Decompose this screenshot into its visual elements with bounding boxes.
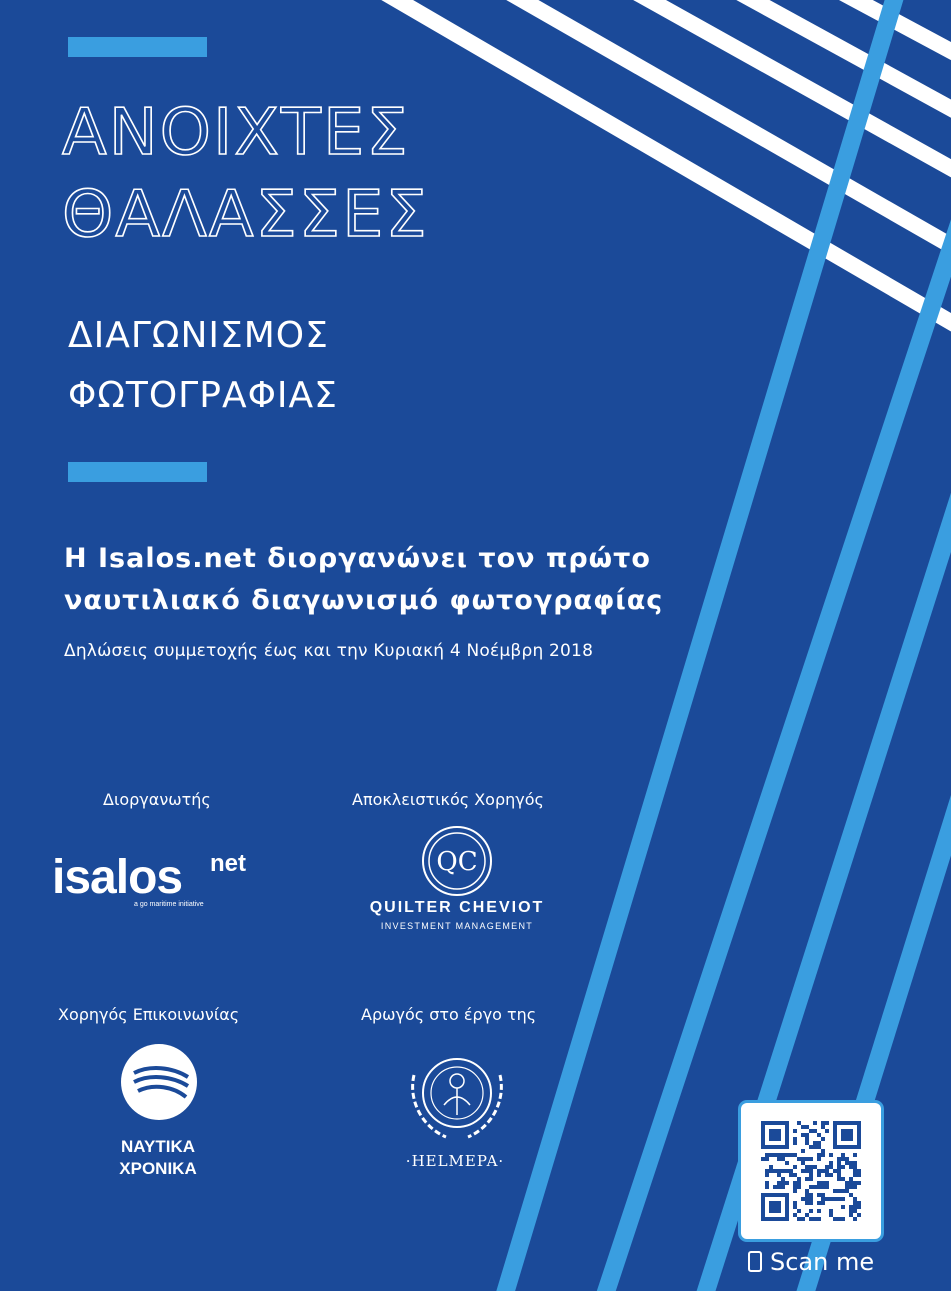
nautika-chronika-wave-icon [120,1043,198,1121]
isalos-logo-tagline: a go maritime initiative [134,901,204,908]
helmepa-name: ·HELMEPA· [405,1152,505,1170]
white-stripe [380,0,951,345]
helmepa-wreath-emblem-icon [402,1045,512,1145]
organizer-label: Διοργανωτής [103,790,211,809]
nautika-chronika-line: ΝΑΥΤΙΚΑ [120,1137,195,1156]
quilter-cheviot-subname: INVESTMENT MANAGEMENT [380,921,534,931]
poster-subtitle [68,306,338,426]
scan-me-label [748,1248,874,1276]
headline-line: Η Isalos.net διοργανώνει τον πρώτο [64,543,651,574]
isalos-logo-text: isalos [52,851,183,904]
deadline-text: Δηλώσεις συμμετοχής έως και την Κυριακή 4 Νοέμβρη 2018 [64,641,594,661]
quilter-cheviot-emblem-icon [420,824,494,898]
headline-line: ναυτιλιακό διαγωνισμό φωτογραφίας [64,585,664,616]
top-accent-bar [68,37,207,57]
phone-icon [748,1251,762,1272]
subtitle-line: ΦΩΤΟΓΡΑΦΙΑΣ [68,375,338,416]
quilter-cheviot-monogram: QC [436,847,478,877]
subtitle-line: ΔΙΑΓΩΝΙΣΜΟΣ [68,315,329,356]
qr-code-icon [761,1121,861,1221]
isalos-logo-suffix: net [210,850,246,877]
scan-me-text: Scan me [770,1248,875,1276]
poster-title [62,92,429,256]
quilter-cheviot-name: QUILTER CHEVIOT [369,899,545,916]
qr-code-box[interactable] [741,1103,881,1239]
exclusive-sponsor-label: Αποκλειστικός Χορηγός [352,790,544,809]
bottom-accent-bar [68,462,207,482]
headline [64,538,663,622]
supporter-label: Αρωγός στο έργο της [361,1005,537,1024]
nautika-chronika-name [98,1136,218,1180]
title-line: ΑΝΟΙΧΤΕΣ [62,96,410,170]
title-line: ΘΑΛΑΣΣΕΣ [62,178,429,252]
isalos-logo [52,846,282,916]
nautika-chronika-line: ΧΡΟΝΙΚΑ [119,1159,197,1178]
communication-sponsor-label: Χορηγός Επικοινωνίας [58,1005,240,1024]
